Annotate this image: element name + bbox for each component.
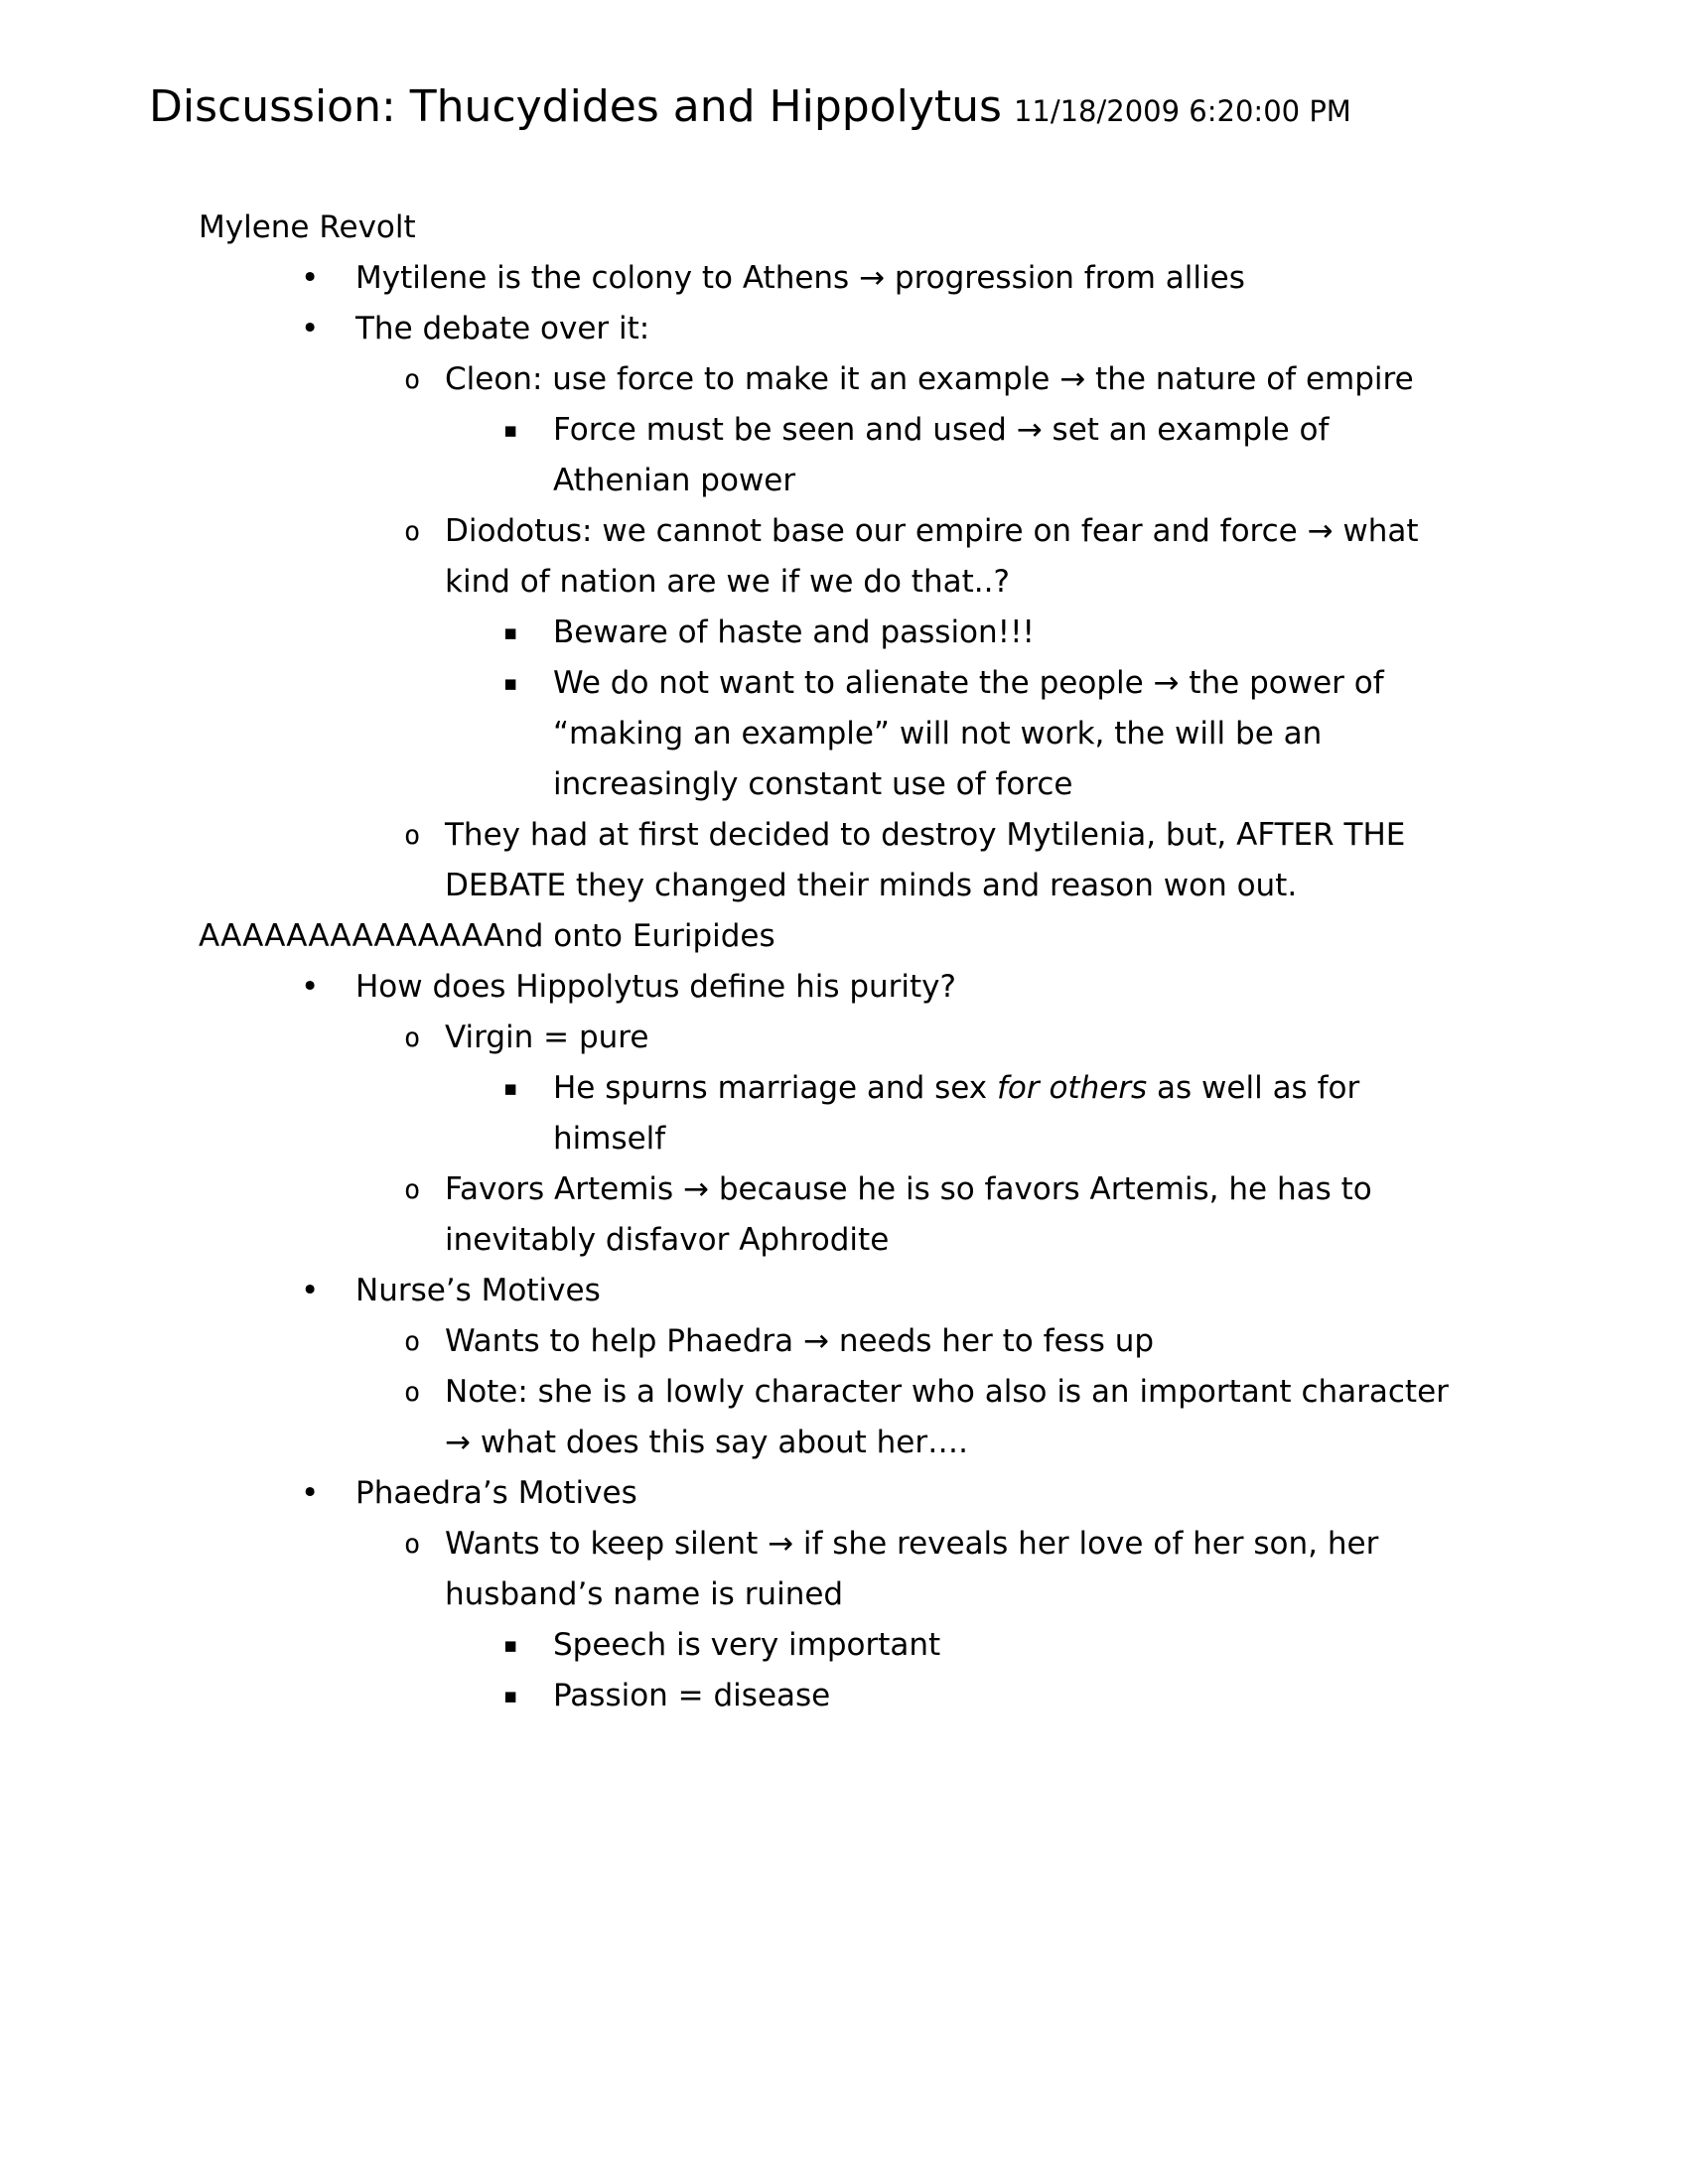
outline-item [0, 253, 1460, 304]
outline-item [0, 1266, 1460, 1316]
bullet-circle-icon: o [404, 1326, 421, 1357]
outline-item-text: How does Hippolytus define his purity? [355, 969, 956, 1005]
outline-item [0, 1671, 1460, 1721]
bullet-square-icon: ▪ [503, 1076, 518, 1100]
outline-item [0, 1620, 1460, 1671]
outline-item [0, 658, 1460, 810]
outline-item-text: The debate over it: [355, 311, 650, 346]
outline-item [0, 203, 1460, 253]
outline-item [0, 304, 1460, 354]
outline-item-text: Wants to keep silent → if she reveals her love of her son, her husband’s name is ruined [445, 1526, 1379, 1612]
outline-item [0, 962, 1460, 1013]
outline-item [0, 810, 1460, 911]
notes-outline [0, 203, 1460, 1721]
bullet-circle-icon: o [404, 1023, 421, 1053]
document-title: Discussion: Thucydides and Hippolytus [149, 81, 1002, 132]
outline-item-text: Phaedra’s Motives [355, 1475, 637, 1511]
outline-item-text: We do not want to alienate the people → the power of “making an example” will not work, the will be an increasingly constant use of force [553, 665, 1384, 802]
bullet-circle-icon: o [404, 516, 421, 547]
outline-item [0, 1164, 1460, 1266]
italic-text: for others [996, 1070, 1148, 1106]
document-datetime: 11/18/2009 6:20:00 PM [1013, 94, 1351, 128]
bullet-circle-icon: o [404, 364, 421, 395]
outline-item-text: Virgin = pure [445, 1020, 649, 1055]
outline-item-text: Cleon: use force to make it an example → the nature of empire [445, 361, 1414, 397]
outline-item-text: Nurse’s Motives [355, 1273, 601, 1308]
bullet-dot-icon: • [301, 260, 320, 296]
outline-item-text: Favors Artemis → because he is so favors Artemis, he has to inevitably disfavor Aphrodite [445, 1171, 1372, 1258]
outline-item-text: He spurns marriage and sex for others as well as for himself [553, 1070, 1360, 1157]
bullet-circle-icon: o [404, 1529, 421, 1560]
bullet-circle-icon: o [404, 1377, 421, 1408]
bullet-square-icon: ▪ [503, 1684, 518, 1707]
outline-item [0, 1468, 1460, 1519]
bullet-square-icon: ▪ [503, 671, 518, 695]
outline-item [0, 608, 1460, 658]
outline-item [0, 1063, 1460, 1164]
bullet-dot-icon: • [301, 1475, 320, 1511]
outline-item [0, 405, 1460, 506]
outline-item-text: Beware of haste and passion!!! [553, 614, 1035, 650]
bullet-square-icon: ▪ [503, 418, 518, 442]
outline-item-text: Speech is very important [553, 1627, 941, 1663]
outline-item-text: Mytilene is the colony to Athens → progression from allies [355, 260, 1245, 296]
outline-item [0, 506, 1460, 608]
bullet-dot-icon: • [301, 1273, 320, 1308]
outline-item [0, 1519, 1460, 1620]
outline-item [0, 911, 1460, 962]
bullet-circle-icon: o [404, 1174, 421, 1205]
outline-item [0, 1367, 1460, 1468]
bullet-circle-icon: o [404, 820, 421, 851]
outline-item-text: AAAAAAAAAAAAAAnd onto Euripides [199, 918, 775, 954]
outline-item-text: Note: she is a lowly character who also is an important character → what does this say about her…. [445, 1374, 1449, 1460]
bullet-square-icon: ▪ [503, 1633, 518, 1657]
outline-item-text: Wants to help Phaedra → needs her to fess up [445, 1323, 1155, 1359]
outline-item-text: Passion = disease [553, 1678, 831, 1713]
outline-item-text: Diodotus: we cannot base our empire on fear and force → what kind of nation are we if we do that..? [445, 513, 1419, 600]
bullet-square-icon: ▪ [503, 620, 518, 644]
outline-item [0, 354, 1460, 405]
outline-item [0, 1013, 1460, 1063]
document-header [149, 83, 1351, 131]
outline-item-text: Mylene Revolt [199, 209, 416, 245]
outline-item [0, 1316, 1460, 1367]
outline-item-text: Force must be seen and used → set an example of Athenian power [553, 412, 1330, 498]
bullet-dot-icon: • [301, 969, 320, 1005]
outline-item-text: They had at first decided to destroy Mytilenia, but, AFTER THE DEBATE they changed their minds and reason won out. [445, 817, 1406, 903]
bullet-dot-icon: • [301, 311, 320, 346]
